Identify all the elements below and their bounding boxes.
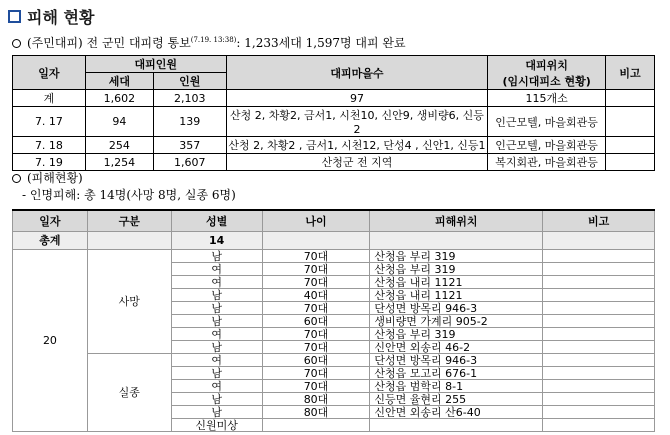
circle-bullet-icon	[12, 39, 21, 48]
cell-note	[606, 154, 655, 171]
col-villages: 대피마을수	[226, 56, 488, 90]
cell-location	[370, 419, 543, 432]
casualty-summary: - 인명피해: 총 14명(사망 8명, 실종 6명)	[22, 188, 236, 202]
evacuation-summary	[12, 34, 406, 51]
casualty-table	[12, 209, 655, 432]
cell-gender: 남	[171, 393, 262, 406]
total-row	[13, 232, 655, 250]
cell-location: 산청읍 내리 1121	[370, 289, 543, 302]
cell-age: 70대	[262, 276, 370, 289]
cell-gender: 여	[171, 276, 262, 289]
cell-gender: 여	[171, 354, 262, 367]
cell-gender: 남	[171, 341, 262, 354]
cell-location: 인근모텔, 마을회관등	[488, 137, 606, 154]
cell-location: 신안면 외송리 46-2	[370, 341, 543, 354]
cell-villages: 97	[226, 90, 488, 107]
col-location-sub: (임시대피소 현황)	[502, 74, 591, 88]
cell-location: 신안면 외송리 산6-40	[370, 406, 543, 419]
cell-households: 254	[85, 137, 153, 154]
damage-heading-text: (피해현황)	[27, 171, 83, 185]
cell-note	[606, 90, 655, 107]
cell-persons: 139	[153, 107, 226, 137]
cell-gender: 여	[171, 328, 262, 341]
cell-location: 산청읍 부리 319	[370, 263, 543, 276]
cell-gender: 여	[171, 263, 262, 276]
cell-note	[543, 263, 655, 276]
damage-heading	[12, 169, 83, 186]
cell-age: 70대	[262, 302, 370, 315]
cell-gender: 신원미상	[171, 419, 262, 432]
cell-note	[543, 328, 655, 341]
cell-gender: 여	[171, 380, 262, 393]
cell-type: 실종	[87, 354, 171, 432]
table-row	[13, 354, 655, 367]
table-row	[13, 137, 655, 154]
cell-age	[262, 419, 370, 432]
cell-type: 사망	[87, 250, 171, 354]
col-location: 피해위치	[370, 210, 543, 232]
checkbox-icon	[8, 10, 21, 23]
cell-location: 산청읍 범학리 8-1	[370, 380, 543, 393]
cell-age: 70대	[262, 341, 370, 354]
evac-text: (주민대피) 전 군민 대피령 통보	[27, 36, 191, 50]
table-row	[13, 154, 655, 171]
cell-age: 80대	[262, 393, 370, 406]
total-value: 14	[171, 232, 262, 250]
cell-gender: 남	[171, 289, 262, 302]
cell-note	[543, 419, 655, 432]
cell-location: 생비량면 가계리 905-2	[370, 315, 543, 328]
evac-time: (7.19. 13:38)	[190, 36, 237, 44]
cell-age: 70대	[262, 263, 370, 276]
cell-location: 신등면 율현리 255	[370, 393, 543, 406]
cell-date: 20	[13, 250, 88, 432]
cell-location: 산청읍 부리 319	[370, 328, 543, 341]
cell-date: 7. 17	[13, 107, 86, 137]
cell-gender: 남	[171, 367, 262, 380]
cell-persons: 1,607	[153, 154, 226, 171]
cell-location: 인근모텔, 마을회관등	[488, 107, 606, 137]
cell-note	[543, 393, 655, 406]
cell-age: 60대	[262, 315, 370, 328]
cell-persons: 357	[153, 137, 226, 154]
cell-age: 80대	[262, 406, 370, 419]
col-type: 구분	[87, 210, 171, 232]
cell-households: 1,602	[85, 90, 153, 107]
cell-age: 70대	[262, 367, 370, 380]
col-age: 나이	[262, 210, 370, 232]
cell-gender: 남	[171, 406, 262, 419]
cell-note	[543, 406, 655, 419]
cell-location: 115개소	[488, 90, 606, 107]
col-note: 비고	[543, 210, 655, 232]
cell-location: 단성면 방목리 946-3	[370, 302, 543, 315]
table-row	[13, 90, 655, 107]
cell-note	[543, 380, 655, 393]
cell-age: 70대	[262, 328, 370, 341]
cell-age: 70대	[262, 250, 370, 263]
col-location	[488, 56, 606, 90]
cell-villages: 산청군 전 지역	[226, 154, 488, 171]
cell-note	[543, 289, 655, 302]
cell-note	[543, 276, 655, 289]
cell-gender: 남	[171, 250, 262, 263]
cell-location: 복지회관, 마을회관등	[488, 154, 606, 171]
col-date: 일자	[13, 56, 86, 90]
cell-note	[543, 354, 655, 367]
col-persons: 인원	[153, 73, 226, 90]
cell-location: 산청읍 모고리 676-1	[370, 367, 543, 380]
cell-date: 계	[13, 90, 86, 107]
cell-persons: 2,103	[153, 90, 226, 107]
cell-age: 60대	[262, 354, 370, 367]
col-people: 대피인원	[85, 56, 226, 73]
cell-date: 7. 19	[13, 154, 86, 171]
cell-households: 1,254	[85, 154, 153, 171]
section-title: 피해 현황	[27, 7, 95, 27]
cell-location: 산청읍 부리 319	[370, 250, 543, 263]
cell-note	[606, 137, 655, 154]
cell-gender: 남	[171, 315, 262, 328]
cell-location: 단성면 방목리 946-3	[370, 354, 543, 367]
evac-result: : 1,233세대 1,597명 대피 완료	[236, 36, 406, 50]
cell-age: 70대	[262, 380, 370, 393]
total-label: 총계	[13, 232, 88, 250]
cell-location: 산청읍 내리 1121	[370, 276, 543, 289]
cell-households: 94	[85, 107, 153, 137]
cell-villages: 산청 2, 차황2, 금서1, 시천10, 신안9, 생비량6, 신등2	[226, 107, 488, 137]
cell-note	[543, 315, 655, 328]
evacuation-table	[12, 55, 655, 171]
cell-gender: 남	[171, 302, 262, 315]
cell-note	[543, 302, 655, 315]
col-households: 세대	[85, 73, 153, 90]
cell-date: 7. 18	[13, 137, 86, 154]
table-row	[13, 250, 655, 263]
section-heading	[8, 5, 94, 27]
circle-bullet-icon	[12, 174, 21, 183]
cell-note	[606, 107, 655, 137]
table-row	[13, 107, 655, 137]
col-gender: 성별	[171, 210, 262, 232]
cell-villages: 산청 2, 차황2 , 금서1, 시천12, 단성4 , 신안1, 신등1	[226, 137, 488, 154]
cell-age: 40대	[262, 289, 370, 302]
cell-note	[543, 341, 655, 354]
col-location-label: 대피위치	[525, 58, 568, 72]
col-note: 비고	[606, 56, 655, 90]
col-date: 일자	[13, 210, 88, 232]
cell-note	[543, 250, 655, 263]
cell-note	[543, 367, 655, 380]
